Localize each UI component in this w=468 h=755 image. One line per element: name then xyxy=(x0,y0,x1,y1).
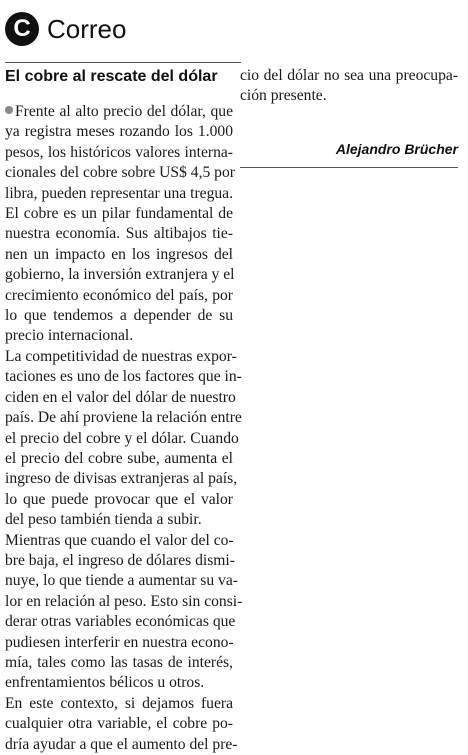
body-line-text: En este contexto, si dejamos fuera xyxy=(5,694,233,712)
body-line xyxy=(5,245,233,265)
body-line-text: pudiesen interferir en nuestra econo- xyxy=(5,633,234,651)
body-line-text: ya registra meses rozando los 1.000 xyxy=(5,123,233,141)
body-line-text: nuestra economía. Sus altibajos tie- xyxy=(5,225,233,243)
body-line-text: del peso también tienda a subir. xyxy=(5,511,202,529)
body-line-text: nen un impacto en los ingresos del xyxy=(5,245,233,263)
body-line xyxy=(5,306,233,326)
body-line-text: derar otras variables económicas que xyxy=(5,613,236,631)
body-line-text: Mientras que cuando el valor del co- xyxy=(5,531,234,549)
body-line-text: taciones es uno de los factores que in- xyxy=(5,368,242,386)
body-line xyxy=(5,122,233,142)
body-line xyxy=(5,367,242,387)
body-line xyxy=(5,531,233,551)
body-line xyxy=(240,86,458,106)
body-line xyxy=(5,735,238,755)
body-line xyxy=(5,694,233,714)
body-line-text: bre baja, el ingreso de dólares dismi- xyxy=(5,551,235,569)
body-line-text: mía, tales como las tasas de interés, xyxy=(5,653,233,671)
body-line xyxy=(5,490,233,510)
article-body-left xyxy=(5,102,243,755)
body-line-text: cionales del cobre sobre US$ 4,5 por xyxy=(5,164,235,182)
body-line xyxy=(5,184,233,204)
body-line-text: pesos, los históricos valores interna- xyxy=(5,143,233,161)
body-line-text: ingreso de divisas extranjeras al país, xyxy=(5,470,238,488)
body-line xyxy=(5,265,233,285)
body-line xyxy=(5,388,236,408)
section-header xyxy=(5,10,245,50)
body-line-text: cualquier otra variable, el cobre po- xyxy=(5,715,233,733)
body-line-text: El cobre es un pilar fundamental de xyxy=(5,205,233,223)
body-line xyxy=(5,612,236,632)
body-line-text: lo que tendemos a depender de su xyxy=(5,307,233,325)
body-line xyxy=(5,551,233,571)
article-body-right xyxy=(240,66,458,107)
body-line xyxy=(5,143,233,163)
body-line-text: cio del dólar no sea una preocupa- xyxy=(240,67,458,84)
author-divider xyxy=(240,167,458,168)
body-line-text: país. De ahí proviene la relación entre xyxy=(5,409,242,427)
body-line xyxy=(5,204,233,224)
body-line xyxy=(5,510,233,530)
body-line xyxy=(5,449,233,469)
body-line xyxy=(5,326,233,346)
body-line-text: gobierno, la inversión extranjera y el xyxy=(5,266,235,284)
body-line-text: ciden en el valor del dólar de nuestro xyxy=(5,388,236,406)
body-line-text: ción presente. xyxy=(240,87,327,105)
section-name: Correo xyxy=(47,14,127,44)
body-line xyxy=(5,408,242,428)
body-line xyxy=(5,224,233,244)
bullet-icon xyxy=(5,106,13,114)
section-badge: C xyxy=(5,12,39,46)
body-line-text: lo que puede provocar que el valor xyxy=(5,490,233,508)
body-line xyxy=(5,592,243,612)
body-line xyxy=(5,633,233,653)
article-author: Alejandro Brücher xyxy=(335,140,458,157)
body-line xyxy=(5,714,233,734)
body-line-text: La competitividad de nuestras expor- xyxy=(5,347,237,365)
body-line-text: Frente al alto precio del dólar, que xyxy=(15,103,233,120)
body-line xyxy=(5,469,238,489)
body-line xyxy=(240,66,458,86)
body-line-text: enfrentamientos bélicos u otros. xyxy=(5,674,205,692)
body-line xyxy=(5,347,237,367)
header-divider xyxy=(5,62,241,63)
body-line-text: libra, pueden representar una tregua. xyxy=(5,184,233,202)
body-line-text: lor en relación al peso. Esto sin consi- xyxy=(5,592,243,610)
article-headline: El cobre al rescate del dólar xyxy=(5,68,218,85)
body-line xyxy=(5,673,233,693)
body-line-text: precio internacional. xyxy=(5,327,134,345)
body-line-text: nuye, lo que tiende a aumentar su va- xyxy=(5,572,238,590)
body-line-text: el precio del cobre sube, aumenta el xyxy=(5,449,233,467)
body-line xyxy=(5,653,233,673)
body-line-text: crecimiento económico del país, por xyxy=(5,286,233,304)
article-column-right xyxy=(240,66,458,168)
body-line xyxy=(5,286,233,306)
body-line xyxy=(5,571,238,591)
article-column-left xyxy=(5,66,243,755)
body-line xyxy=(5,429,239,449)
body-line-text: el precio del cobre y el dólar. Cuando xyxy=(5,429,239,447)
body-line xyxy=(5,163,233,183)
body-line-text: dría ayudar a que el aumento del pre- xyxy=(5,735,238,753)
body-line xyxy=(5,102,233,122)
